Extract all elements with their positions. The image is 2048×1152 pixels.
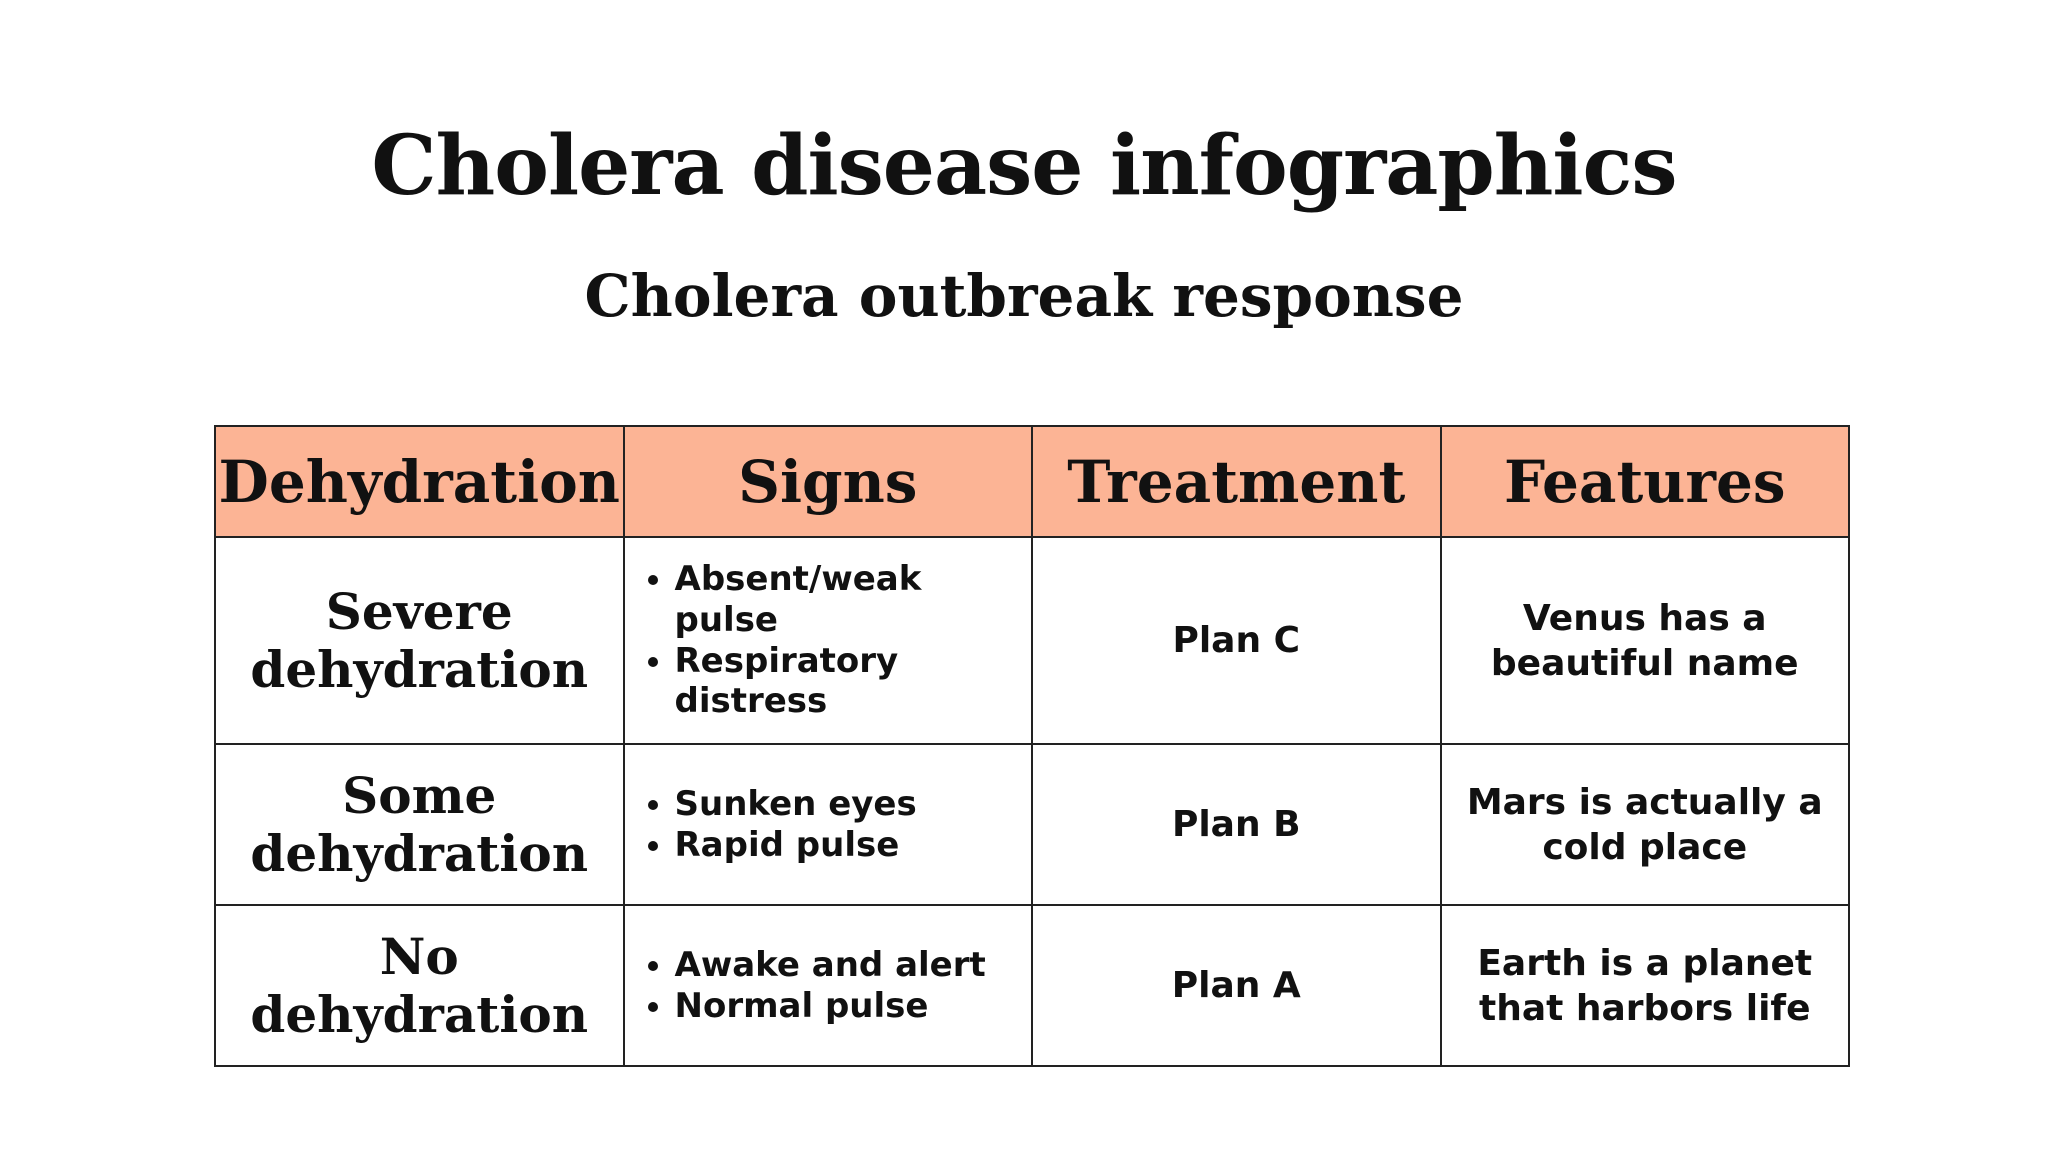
feature-line: cold place (1542, 826, 1748, 868)
dehydration-table (214, 425, 1850, 1067)
table-row-some (215, 744, 1849, 905)
level-line: Some (342, 766, 497, 825)
sign-item: • Awake and alert (675, 945, 1022, 986)
header-treatment: Treatment (1032, 426, 1441, 537)
table-row-none (215, 905, 1849, 1066)
signs-list (625, 559, 1032, 722)
sign-item: • Rapid pulse (675, 825, 1022, 866)
level-line: dehydration (250, 639, 589, 699)
feature-line: beautiful name (1490, 642, 1799, 684)
dehydration-level-cell (215, 905, 624, 1066)
page-title: Cholera disease infographics (371, 118, 1677, 214)
table-header (215, 426, 1849, 537)
feature-line: Mars is actually a (1466, 781, 1823, 823)
sign-item: • Absent/weak pulse (675, 559, 1022, 641)
signs-cell (624, 537, 1033, 744)
table-row-severe (215, 537, 1849, 744)
feature-line: Venus has a (1522, 597, 1767, 639)
level-line: Severe (325, 582, 513, 641)
treatment-cell: Plan C (1032, 537, 1441, 744)
features-cell (1441, 905, 1850, 1066)
header-row (215, 426, 1849, 537)
level-line: dehydration (250, 984, 589, 1044)
level-line: No (379, 927, 459, 986)
level-line: dehydration (250, 823, 589, 883)
signs-list (625, 784, 1032, 866)
dehydration-level-cell (215, 744, 624, 905)
sign-item: • Respiratory distress (675, 641, 1022, 723)
dehydration-level-cell (215, 537, 624, 744)
treatment-cell: Plan A (1032, 905, 1441, 1066)
feature-line: that harbors life (1478, 987, 1811, 1029)
treatment-cell: Plan B (1032, 744, 1441, 905)
features-cell (1441, 744, 1850, 905)
sign-item: • Normal pulse (675, 986, 1022, 1027)
header-signs: Signs (624, 426, 1033, 537)
signs-cell (624, 744, 1033, 905)
sign-item: • Sunken eyes (675, 784, 1022, 825)
header-features: Features (1441, 426, 1850, 537)
feature-line: Earth is a planet (1477, 942, 1813, 984)
table-body (215, 537, 1849, 1066)
page-subtitle: Cholera outbreak response (584, 262, 1464, 330)
header-dehydration: Dehydration (215, 426, 624, 537)
signs-list (625, 945, 1032, 1027)
signs-cell (624, 905, 1033, 1066)
features-cell (1441, 537, 1850, 744)
